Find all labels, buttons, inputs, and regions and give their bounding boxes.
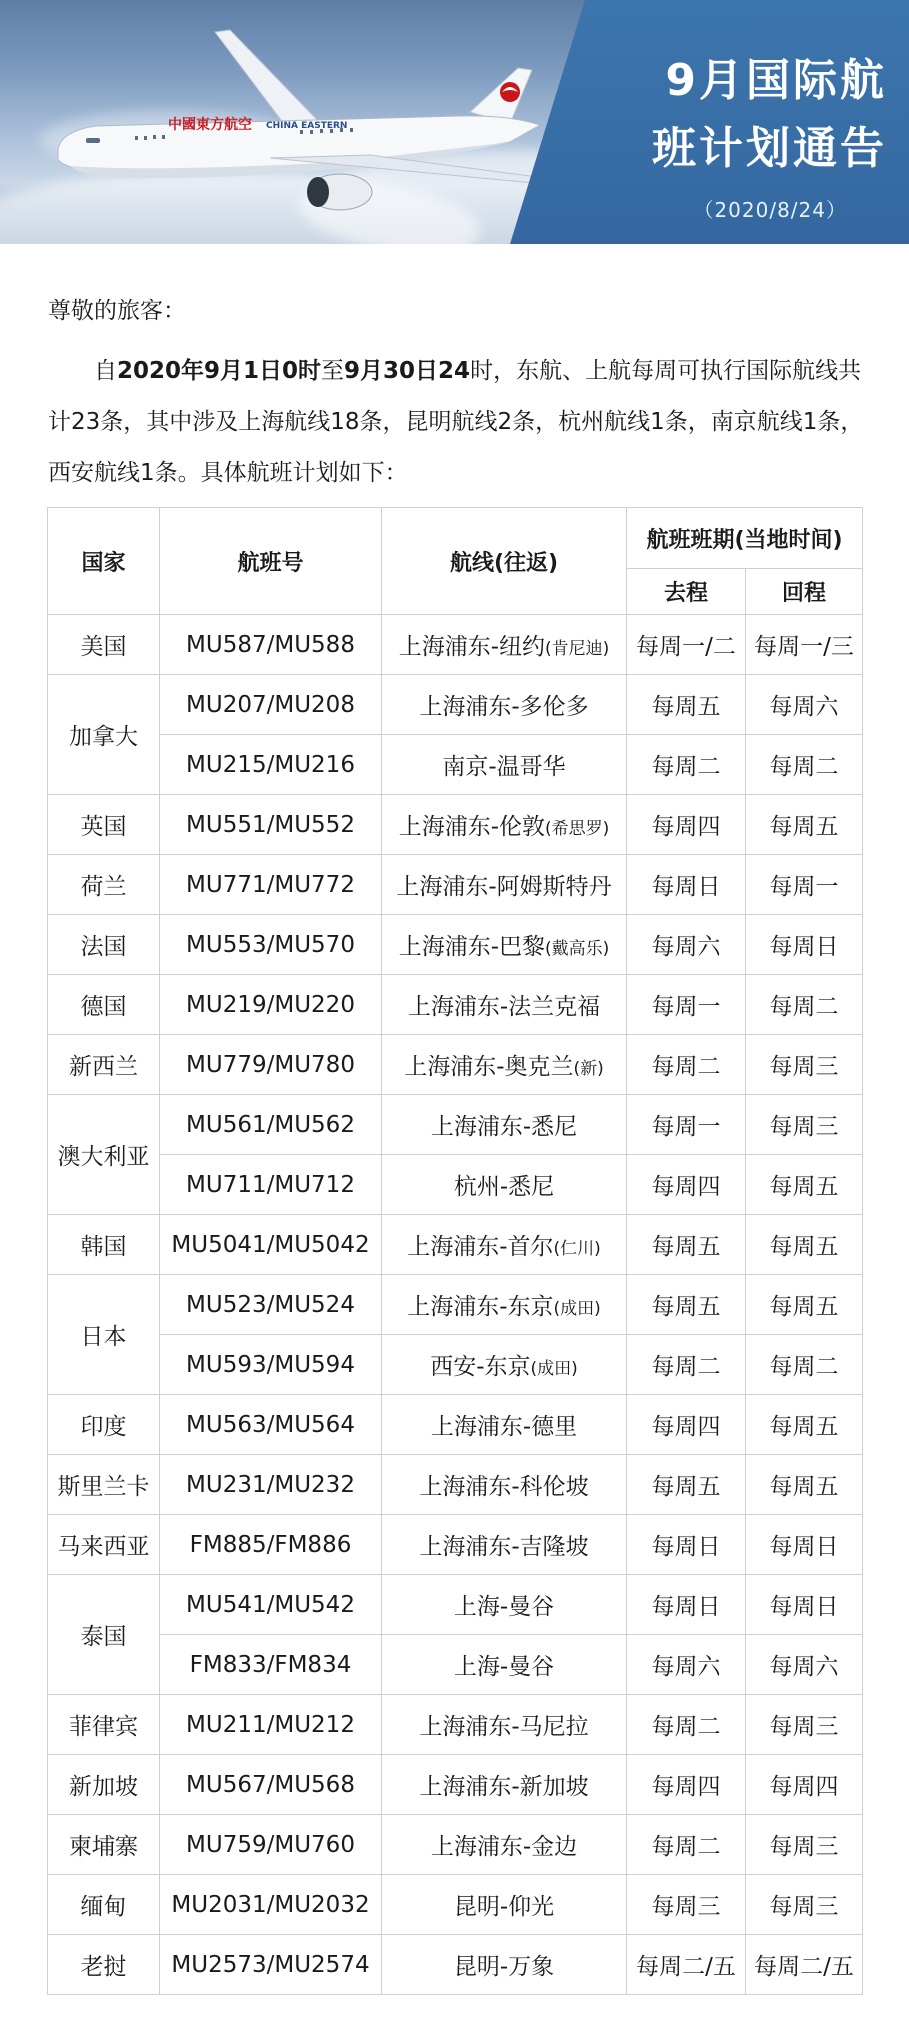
route-cell <box>382 1755 627 1815</box>
country-cell: 澳大利亚 <box>48 1095 160 1215</box>
return-cell: 每周二 <box>746 735 863 795</box>
outbound-cell: 每周五 <box>627 1455 746 1515</box>
route-text: 上海浦东-新加坡 <box>419 1774 589 1800</box>
route-cell <box>382 1215 627 1275</box>
route-text: 上海浦东-吉隆坡 <box>419 1534 589 1560</box>
country-cell: 法国 <box>48 915 160 975</box>
airline-name-en: CHINA EASTERN <box>266 121 348 131</box>
route-cell <box>382 1635 627 1695</box>
table-row <box>48 1635 863 1695</box>
table-row <box>48 615 863 675</box>
flight-cell: MU593/MU594 <box>160 1335 382 1395</box>
intro-end-time: 9月30日24 <box>344 358 471 384</box>
route-text: 上海浦东-悉尼 <box>430 1114 578 1140</box>
outbound-cell: 每周一 <box>627 1095 746 1155</box>
airline-name-cn: 中國東方航空 <box>168 117 252 133</box>
header-schedule: 航班班期(当地时间) <box>627 508 863 569</box>
return-cell: 每周日 <box>746 915 863 975</box>
return-cell: 每周日 <box>746 1575 863 1635</box>
route-text: 上海浦东-巴黎 <box>398 934 546 960</box>
return-cell: 每周三 <box>746 1875 863 1935</box>
route-cell <box>382 1455 627 1515</box>
route-text: 上海-曼谷 <box>453 1654 555 1680</box>
route-text: 上海浦东-奥克兰 <box>404 1054 574 1080</box>
country-cell: 老挝 <box>48 1935 160 1995</box>
flight-cell: MU551/MU552 <box>160 795 382 855</box>
outbound-cell: 每周二 <box>627 1035 746 1095</box>
table-row <box>48 1395 863 1455</box>
outbound-cell: 每周二 <box>627 735 746 795</box>
return-cell: 每周三 <box>746 1035 863 1095</box>
flight-cell: MU231/MU232 <box>160 1455 382 1515</box>
country-cell: 美国 <box>48 615 160 675</box>
return-cell: 每周三 <box>746 1815 863 1875</box>
route-cell <box>382 1515 627 1575</box>
route-text: 南京-温哥华 <box>442 754 566 780</box>
route-cell <box>382 1395 627 1455</box>
route-text: 昆明-万象 <box>453 1954 555 1980</box>
country-cell: 马来西亚 <box>48 1515 160 1575</box>
flight-cell: MU561/MU562 <box>160 1095 382 1155</box>
flight-cell: MU771/MU772 <box>160 855 382 915</box>
route-note: (肯尼迪) <box>545 639 610 659</box>
route-text: 上海浦东-法兰克福 <box>407 994 601 1020</box>
return-cell: 每周五 <box>746 795 863 855</box>
return-cell: 每周一 <box>746 855 863 915</box>
route-cell <box>382 1815 627 1875</box>
flight-cell: MU779/MU780 <box>160 1035 382 1095</box>
outbound-cell: 每周日 <box>627 1515 746 1575</box>
return-cell: 每周五 <box>746 1155 863 1215</box>
outbound-cell: 每周四 <box>627 1155 746 1215</box>
intro-paragraph <box>48 346 868 499</box>
country-cell: 新加坡 <box>48 1755 160 1815</box>
header-banner <box>0 0 909 244</box>
table-row <box>48 1575 863 1635</box>
country-cell: 新西兰 <box>48 1035 160 1095</box>
outbound-cell: 每周二/五 <box>627 1935 746 1995</box>
intro-mid: 至 <box>321 358 345 384</box>
route-cell <box>382 795 627 855</box>
table-row <box>48 795 863 855</box>
table-row <box>48 1755 863 1815</box>
flight-cell: MU711/MU712 <box>160 1155 382 1215</box>
route-cell <box>382 1095 627 1155</box>
outbound-cell: 每周日 <box>627 855 746 915</box>
route-cell <box>382 1695 627 1755</box>
intro-start-time: 2020年9月1日0时 <box>117 358 322 384</box>
route-cell <box>382 1155 627 1215</box>
table-row <box>48 915 863 975</box>
notice-date: （2020/8/24） <box>693 198 847 222</box>
flight-cell: MU553/MU570 <box>160 915 382 975</box>
return-cell: 每周五 <box>746 1275 863 1335</box>
route-text: 上海-曼谷 <box>453 1594 555 1620</box>
route-text: 上海浦东-阿姆斯特丹 <box>396 874 612 900</box>
intro-rest: 时，东航、上航每周可执行国际航线共计23条，其中涉及上海航线18条，昆明航线2条，杭州航线1条，南京航线1条，西安航线1条。具体航班计划如下： <box>48 358 864 486</box>
route-text: 上海浦东-伦敦 <box>398 814 546 840</box>
header-route: 航线(往返) <box>382 508 627 615</box>
outbound-cell: 每周一/二 <box>627 615 746 675</box>
outbound-cell: 每周二 <box>627 1695 746 1755</box>
route-text: 上海浦东-多伦多 <box>419 694 589 720</box>
route-text: 上海浦东-首尔 <box>407 1234 554 1260</box>
header-flight: 航班号 <box>160 508 382 615</box>
route-cell <box>382 1935 627 1995</box>
table-row <box>48 1035 863 1095</box>
flight-cell: MU541/MU542 <box>160 1575 382 1635</box>
country-cell: 英国 <box>48 795 160 855</box>
outbound-cell: 每周六 <box>627 1635 746 1695</box>
route-cell <box>382 915 627 975</box>
outbound-cell: 每周一 <box>627 975 746 1035</box>
route-text: 上海浦东-金边 <box>430 1834 578 1860</box>
flight-cell: FM833/FM834 <box>160 1635 382 1695</box>
flight-cell: MU211/MU212 <box>160 1695 382 1755</box>
return-cell: 每周二 <box>746 1335 863 1395</box>
table-row <box>48 1215 863 1275</box>
route-text: 上海浦东-纽约 <box>398 634 546 660</box>
table-row <box>48 1935 863 1995</box>
flight-cell: MU2573/MU2574 <box>160 1935 382 1995</box>
outbound-cell: 每周四 <box>627 1395 746 1455</box>
country-cell: 德国 <box>48 975 160 1035</box>
table-row <box>48 1695 863 1755</box>
header-outbound: 去程 <box>627 569 746 615</box>
table-row <box>48 675 863 735</box>
route-text: 西安-东京 <box>430 1354 531 1380</box>
flight-cell: MU219/MU220 <box>160 975 382 1035</box>
route-cell <box>382 735 627 795</box>
return-cell: 每周二 <box>746 975 863 1035</box>
outbound-cell: 每周四 <box>627 795 746 855</box>
return-cell: 每周四 <box>746 1755 863 1815</box>
country-cell: 泰国 <box>48 1575 160 1695</box>
route-note: (成田) <box>530 1359 578 1379</box>
return-cell: 每周五 <box>746 1395 863 1455</box>
return-cell: 每周日 <box>746 1515 863 1575</box>
table-row <box>48 1455 863 1515</box>
table-row <box>48 1275 863 1335</box>
return-cell: 每周五 <box>746 1455 863 1515</box>
route-text: 杭州-悉尼 <box>453 1174 555 1200</box>
route-note: (戴高乐) <box>545 939 610 959</box>
outbound-cell: 每周五 <box>627 675 746 735</box>
country-cell: 斯里兰卡 <box>48 1455 160 1515</box>
country-cell: 荷兰 <box>48 855 160 915</box>
table-row <box>48 1815 863 1875</box>
flight-cell: MU759/MU760 <box>160 1815 382 1875</box>
flight-cell: MU215/MU216 <box>160 735 382 795</box>
table-row <box>48 1095 863 1155</box>
intro-prefix: 自 <box>94 358 117 384</box>
outbound-cell: 每周日 <box>627 1575 746 1635</box>
table-row <box>48 975 863 1035</box>
table-row <box>48 735 863 795</box>
flight-schedule-table <box>47 507 863 1995</box>
return-cell: 每周一/三 <box>746 615 863 675</box>
outbound-cell: 每周五 <box>627 1215 746 1275</box>
route-text: 昆明-仰光 <box>453 1894 555 1920</box>
route-note: (仁川) <box>553 1239 601 1259</box>
country-cell: 菲律宾 <box>48 1695 160 1755</box>
return-cell: 每周六 <box>746 1635 863 1695</box>
route-cell <box>382 675 627 735</box>
country-cell: 柬埔寨 <box>48 1815 160 1875</box>
country-cell: 缅甸 <box>48 1875 160 1935</box>
country-cell: 加拿大 <box>48 675 160 795</box>
outbound-cell: 每周三 <box>627 1875 746 1935</box>
flight-cell: MU567/MU568 <box>160 1755 382 1815</box>
flight-cell: FM885/FM886 <box>160 1515 382 1575</box>
return-cell: 每周三 <box>746 1095 863 1155</box>
flight-cell: MU563/MU564 <box>160 1395 382 1455</box>
return-cell: 每周六 <box>746 675 863 735</box>
flight-cell: MU587/MU588 <box>160 615 382 675</box>
country-cell: 日本 <box>48 1275 160 1395</box>
outbound-cell: 每周六 <box>627 915 746 975</box>
table-row <box>48 1155 863 1215</box>
route-cell <box>382 975 627 1035</box>
outbound-cell: 每周二 <box>627 1815 746 1875</box>
route-cell <box>382 1875 627 1935</box>
route-text: 上海浦东-东京 <box>407 1294 554 1320</box>
header-country: 国家 <box>48 508 160 615</box>
greeting: 尊敬的旅客： <box>48 298 186 324</box>
page-title-line2: 班计划通告 <box>652 123 887 174</box>
country-cell: 印度 <box>48 1395 160 1455</box>
table-row <box>48 1875 863 1935</box>
route-text: 上海浦东-德里 <box>430 1414 578 1440</box>
return-cell: 每周二/五 <box>746 1935 863 1995</box>
header-return: 回程 <box>746 569 863 615</box>
table-row <box>48 855 863 915</box>
outbound-cell: 每周四 <box>627 1755 746 1815</box>
route-cell <box>382 855 627 915</box>
route-note: (新) <box>573 1059 604 1079</box>
route-cell <box>382 615 627 675</box>
outbound-cell: 每周五 <box>627 1275 746 1335</box>
route-note: (成田) <box>553 1299 601 1319</box>
route-cell <box>382 1035 627 1095</box>
return-cell: 每周三 <box>746 1695 863 1755</box>
route-note: (希思罗) <box>545 819 610 839</box>
table-row <box>48 1515 863 1575</box>
route-text: 上海浦东-马尼拉 <box>419 1714 589 1740</box>
flight-cell: MU5041/MU5042 <box>160 1215 382 1275</box>
page-title-line1: 9月国际航 <box>665 55 887 106</box>
route-cell <box>382 1335 627 1395</box>
route-cell <box>382 1575 627 1635</box>
flight-cell: MU207/MU208 <box>160 675 382 735</box>
country-cell: 韩国 <box>48 1215 160 1275</box>
route-cell <box>382 1275 627 1335</box>
route-text: 上海浦东-科伦坡 <box>419 1474 589 1500</box>
flight-cell: MU2031/MU2032 <box>160 1875 382 1935</box>
outbound-cell: 每周二 <box>627 1335 746 1395</box>
flight-cell: MU523/MU524 <box>160 1275 382 1335</box>
airplane-image <box>40 20 600 220</box>
table-row <box>48 1335 863 1395</box>
return-cell: 每周五 <box>746 1215 863 1275</box>
